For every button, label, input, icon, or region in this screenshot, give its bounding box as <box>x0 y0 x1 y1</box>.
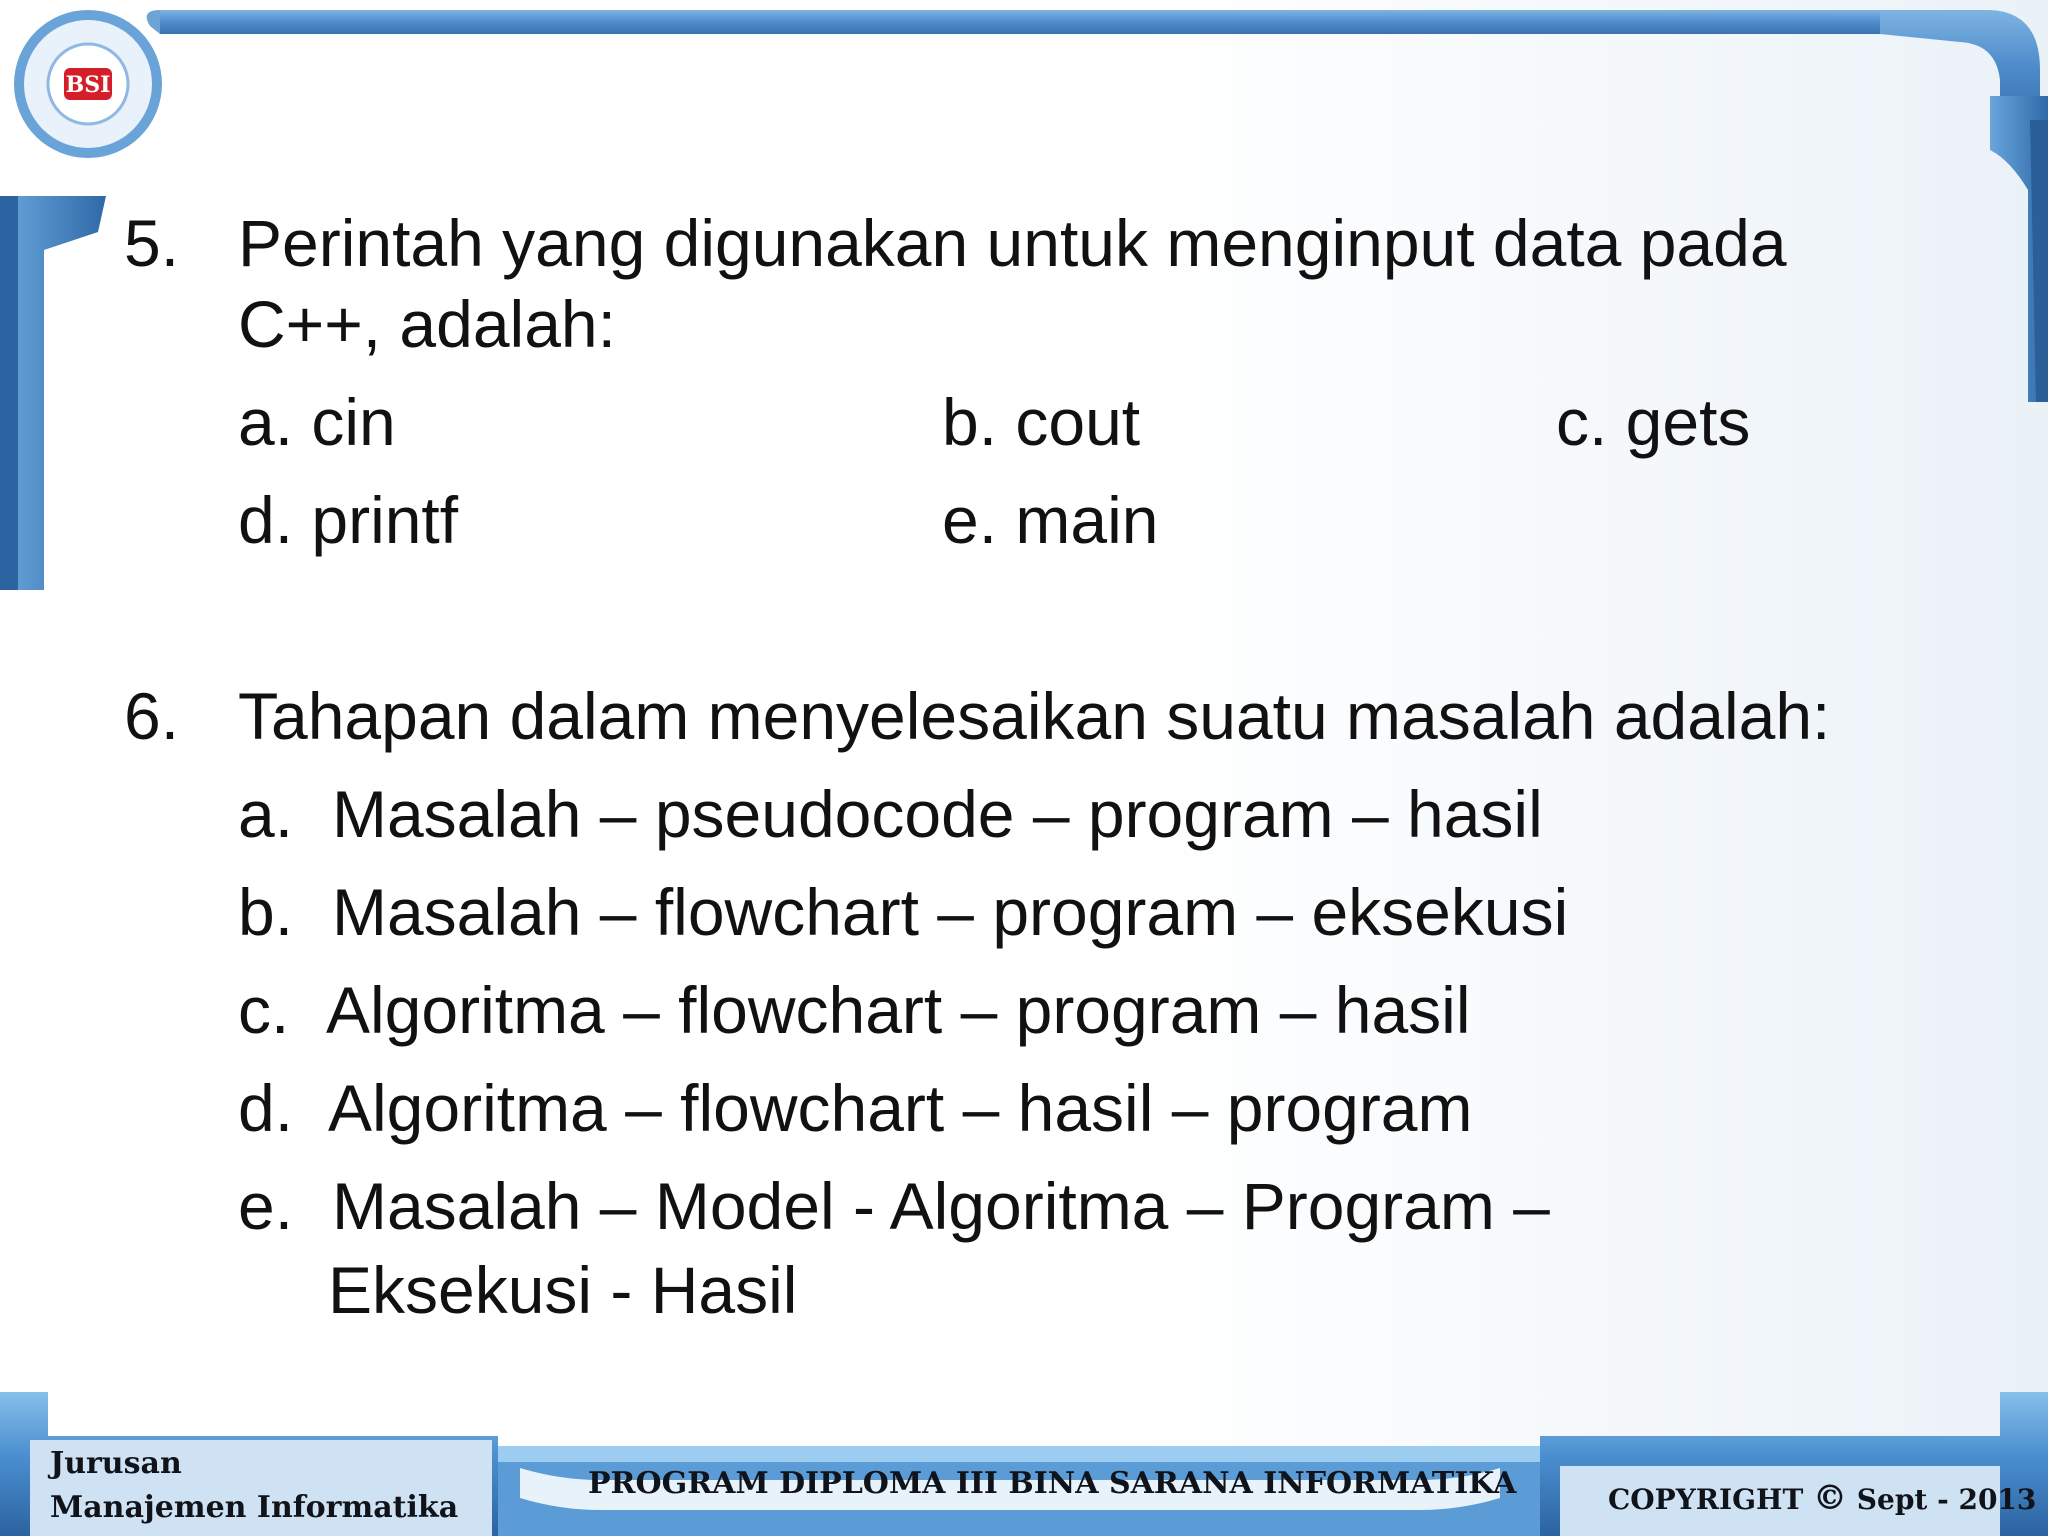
q5-option-d: d. printf <box>238 483 459 557</box>
q6-option-c-letter: c. <box>238 973 290 1047</box>
q6-option-c-text: Algoritma – flowchart – program – hasil <box>326 973 1471 1047</box>
q5-option-e: e. main <box>942 483 1159 557</box>
q6-option-d-letter: d. <box>238 1071 294 1145</box>
q6-option-b-letter: b. <box>238 875 294 949</box>
footer-program: PROGRAM DIPLOMA III BINA SARANA INFORMATIKA <box>588 1466 1517 1501</box>
q5-text-line2: C++, adalah: <box>238 287 616 361</box>
q6-option-d-text: Algoritma – flowchart – hasil – program <box>328 1071 1473 1145</box>
copyright-date: Sept - 2013 <box>1856 1483 2037 1516</box>
q5-option-b: b. cout <box>942 385 1141 459</box>
q5-option-a: a. cin <box>238 385 396 459</box>
bsi-logo <box>8 4 168 164</box>
q6-option-e-text-line2: Eksekusi - Hasil <box>328 1253 798 1327</box>
q6-option-e-letter: e. <box>238 1169 294 1243</box>
copyright-symbol: © <box>1813 1478 1848 1518</box>
q6-text: Tahapan dalam menyelesaikan suatu masalah adalah: <box>238 679 1831 753</box>
footer-dept-line2: Manajemen Informatika <box>50 1490 459 1525</box>
svg-text:BSI: BSI <box>65 72 111 98</box>
q6-option-a-letter: a. <box>238 777 294 851</box>
footer-dept-line1: Jurusan <box>50 1446 182 1481</box>
footer-copyright <box>1608 1478 2036 1518</box>
q6-number: 6. <box>124 679 180 753</box>
copyright-word: COPYRIGHT <box>1608 1483 1804 1516</box>
q5-text-line1: Perintah yang digunakan untuk menginput data pada <box>238 206 1787 280</box>
q6-option-a-text: Masalah – pseudocode – program – hasil <box>332 777 1543 851</box>
q5-number: 5. <box>124 206 180 280</box>
q5-option-c: c. gets <box>1556 385 1751 459</box>
q6-option-e-text: Masalah – Model - Algoritma – Program – <box>332 1169 1550 1243</box>
q6-option-b-text: Masalah – flowchart – program – eksekusi <box>332 875 1569 949</box>
